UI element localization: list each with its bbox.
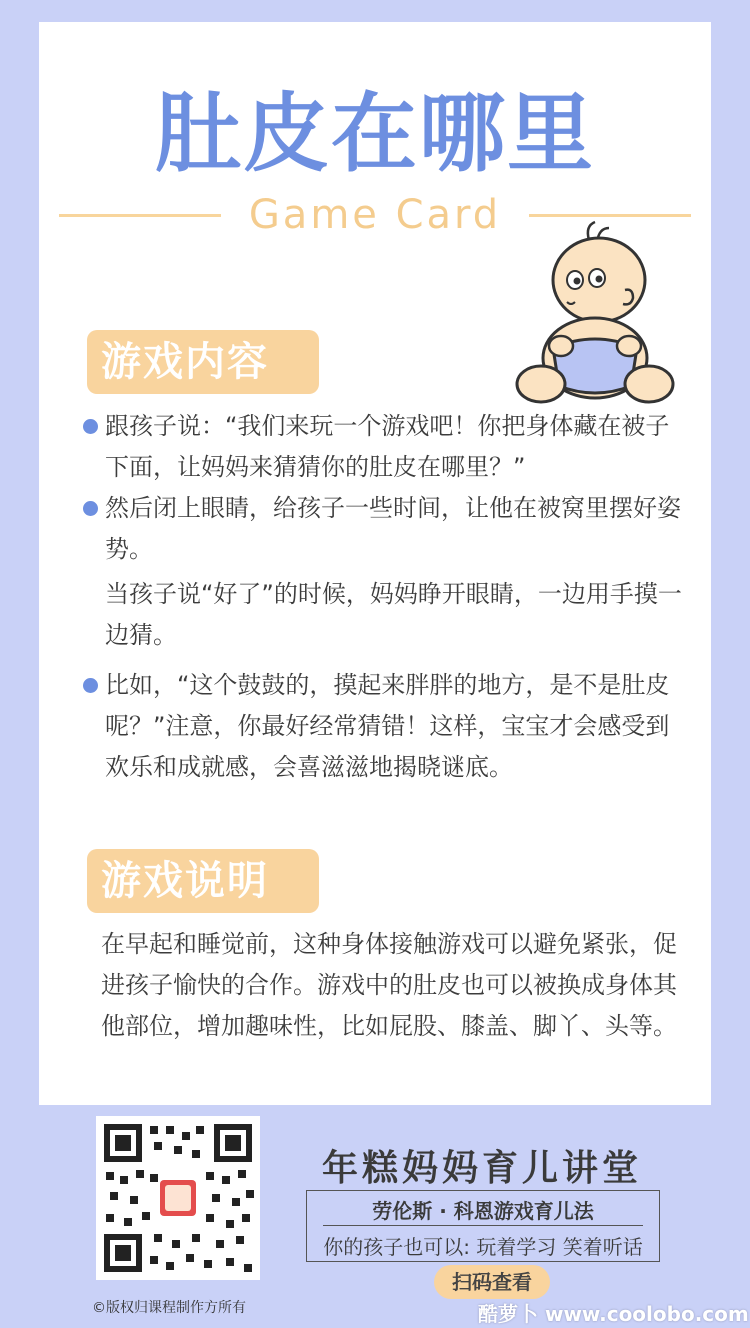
list-item: 跟孩子说：“我们来玩一个游戏吧！你把身体藏在被子下面，让妈妈来猜猜你的肚皮在哪里？” xyxy=(83,406,683,488)
game-card xyxy=(39,22,711,1105)
baby-illustration xyxy=(507,218,677,408)
explain-text: 在早起和睡觉前，这种身体接触游戏可以避免紧张，促进孩子愉快的合作。游戏中的肚皮也可以被换成身体其他部位，增加趣味性，比如屁股、膝盖、脚丫、头等。 xyxy=(101,930,677,1040)
info-divider xyxy=(323,1225,643,1226)
course-info-box xyxy=(306,1190,660,1262)
section-label-explain: 游戏说明 xyxy=(87,849,319,913)
scan-button[interactable]: 扫码查看 xyxy=(434,1265,550,1299)
bullet-dot xyxy=(83,678,98,693)
course-name: 劳伦斯 · 科恩游戏育儿法 xyxy=(372,1199,594,1223)
course-slogan: 你的孩子也可以: 玩着学习 笑着听话 xyxy=(323,1235,643,1259)
qr-code[interactable] xyxy=(96,1116,260,1280)
copyright-text: ©版权归课程制作方所有 xyxy=(92,1300,246,1316)
subtitle: Game Card xyxy=(248,192,502,238)
list-item: 当孩子说“好了”的时候，妈妈睁开眼睛，一边用手摸一边猜。 xyxy=(105,580,682,649)
list-item: 然后闭上眼睛，给孩子一些时间，让他在被窝里摆好姿势。 xyxy=(83,488,683,570)
section-label-content: 游戏内容 xyxy=(87,330,319,394)
divider-right xyxy=(529,214,691,217)
bullet-dot xyxy=(83,501,98,516)
watermark: 酷萝卜 www.coolobo.com xyxy=(478,1302,749,1326)
divider-left xyxy=(59,214,221,217)
bullet-dot xyxy=(83,419,98,434)
page-title: 肚皮在哪里 xyxy=(155,84,595,184)
brand-name: 年糕妈妈育儿讲堂 xyxy=(321,1148,642,1189)
list-item: 比如，“这个鼓鼓的，摸起来胖胖的地方，是不是肚皮呢？”注意，你最好经常猜错！这样，宝宝才会感受到欢乐和成就感，会喜滋滋地揭晓谜底。 xyxy=(83,665,683,788)
